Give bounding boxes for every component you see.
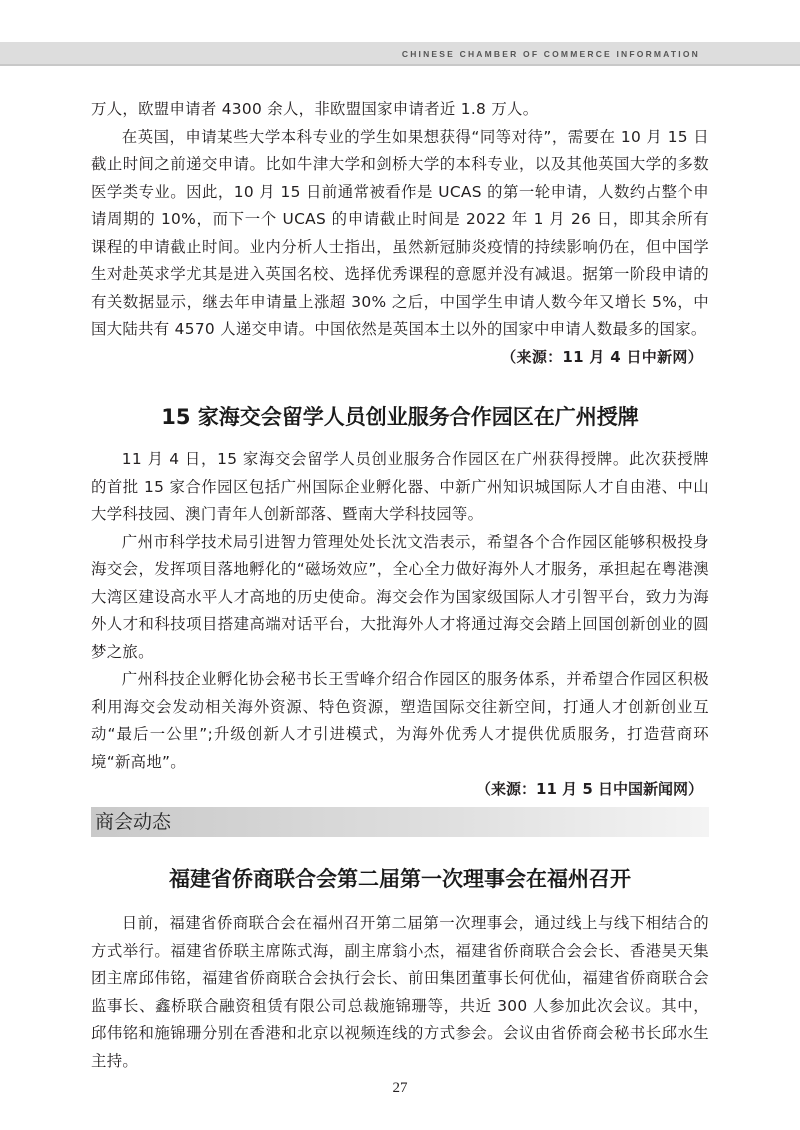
paragraph-text: 在英国，申请某些大学本科专业的学生如果想获得“同等对待”，需要在 10 月 15 日截止时间之前递交申请。比如牛津大学和剑桥大学的本科专业，以及其他英国大学的多数医学类专业。因此，10 月 15 日前通常被看作是 UCAS 的第一轮申请，人数约占整个申请周期的 10%，而下一个 UCAS 的申请截止时间是 2022 年 1 月 26 日，即其余所有课程的申请截止时间。业内分析人士指出，虽然新冠肺炎疫情的持续影响仍在，但中国学生对赴英求学尤其是进入英国名校、选择优秀课程的意愿并没有减退。据第一阶段申请的有关数据显示，继去年申请量上涨超 30% 之后，中国学生申请人数今年又增长 5%，中国大陆共有 4570 人递交申请。中国依然是英国本土以外的国家中申请人数最多的国家。 bbox=[91, 127, 709, 338]
paragraph: 日前，福建省侨商联合会在福州召开第二届第一次理事会，通过线上与线下相结合的方式举行。福建省侨联主席陈式海，副主席翁小杰，福建省侨商联合会会长、香港昊天集团主席邱伟铭，福建省侨商联合会执行会长、前田集团董事长何优仙，福建省侨商联合会监事长、鑫桥联合融资租赁有限公司总裁施锦珊等，共近 300 人参加此次会议。其中，邱伟铭和施锦珊分别在香港和北京以视频连线的方式参会。会议由省侨商会秘书长邱水生主持。 bbox=[91, 914, 709, 1070]
publication-name: CHINESE CHAMBER OF COMMERCE INFORMATION bbox=[401, 49, 700, 59]
source-citation: （来源：11 月 5 日中国新闻网） bbox=[476, 780, 703, 798]
page-content bbox=[91, 96, 709, 804]
paragraph: 广州科技企业孵化协会秘书长王雪峰介绍合作园区的服务体系，并希望合作园区积极利用海交会发动相关海外资源、特色资源，塑造国际交往新空间，打通人才创新创业互动“最后一公里”;升级创新人才引进模式，为海外优秀人才提供优质服务，打造营商环境“新高地”。 bbox=[91, 670, 709, 771]
article-guangzhou-parks bbox=[91, 402, 709, 804]
running-header bbox=[0, 42, 800, 66]
source-citation: （来源：11 月 4 日中新网） bbox=[501, 347, 703, 366]
paragraph: 万人，欧盟申请者 4300 余人，非欧盟国家申请者近 1.8 万人。 bbox=[91, 100, 539, 118]
section-header bbox=[91, 807, 709, 837]
paragraph: 11 月 4 日，15 家海交会留学人员创业服务合作园区在广州获得授牌。此次获授牌的首批 15 家合作园区包括广州国际企业孵化器、中新广州知识城国际人才自由港、中山大学科技园、澳门青年人创新部落、暨南大学科技园等。 bbox=[91, 450, 709, 523]
paragraph bbox=[91, 124, 709, 366]
article-fujian-council bbox=[91, 864, 709, 1075]
article-title: 15 家海交会留学人员创业服务合作园区在广州授牌 bbox=[161, 405, 639, 429]
article-uk-applications bbox=[91, 96, 709, 371]
article-title: 福建省侨商联合会第二届第一次理事会在福州召开 bbox=[169, 867, 631, 891]
paragraph: 广州市科学技术局引进智力管理处处长沈文浩表示，希望各个合作园区能够积极投身海交会，发挥项目落地孵化的“磁场效应”，全心全力做好海外人才服务，承担起在粤港澳大湾区建设高水平人才高地的历史使命。海交会作为国家级国际人才引智平台，致力为海外人才和科技项目搭建高端对话平台，大批海外人才将通过海交会踏上回国创新创业的圆梦之旅。 bbox=[91, 532, 709, 661]
page-number: 27 bbox=[392, 1080, 408, 1096]
header-rule bbox=[0, 64, 800, 66]
section-title: 商会动态 bbox=[95, 811, 172, 833]
